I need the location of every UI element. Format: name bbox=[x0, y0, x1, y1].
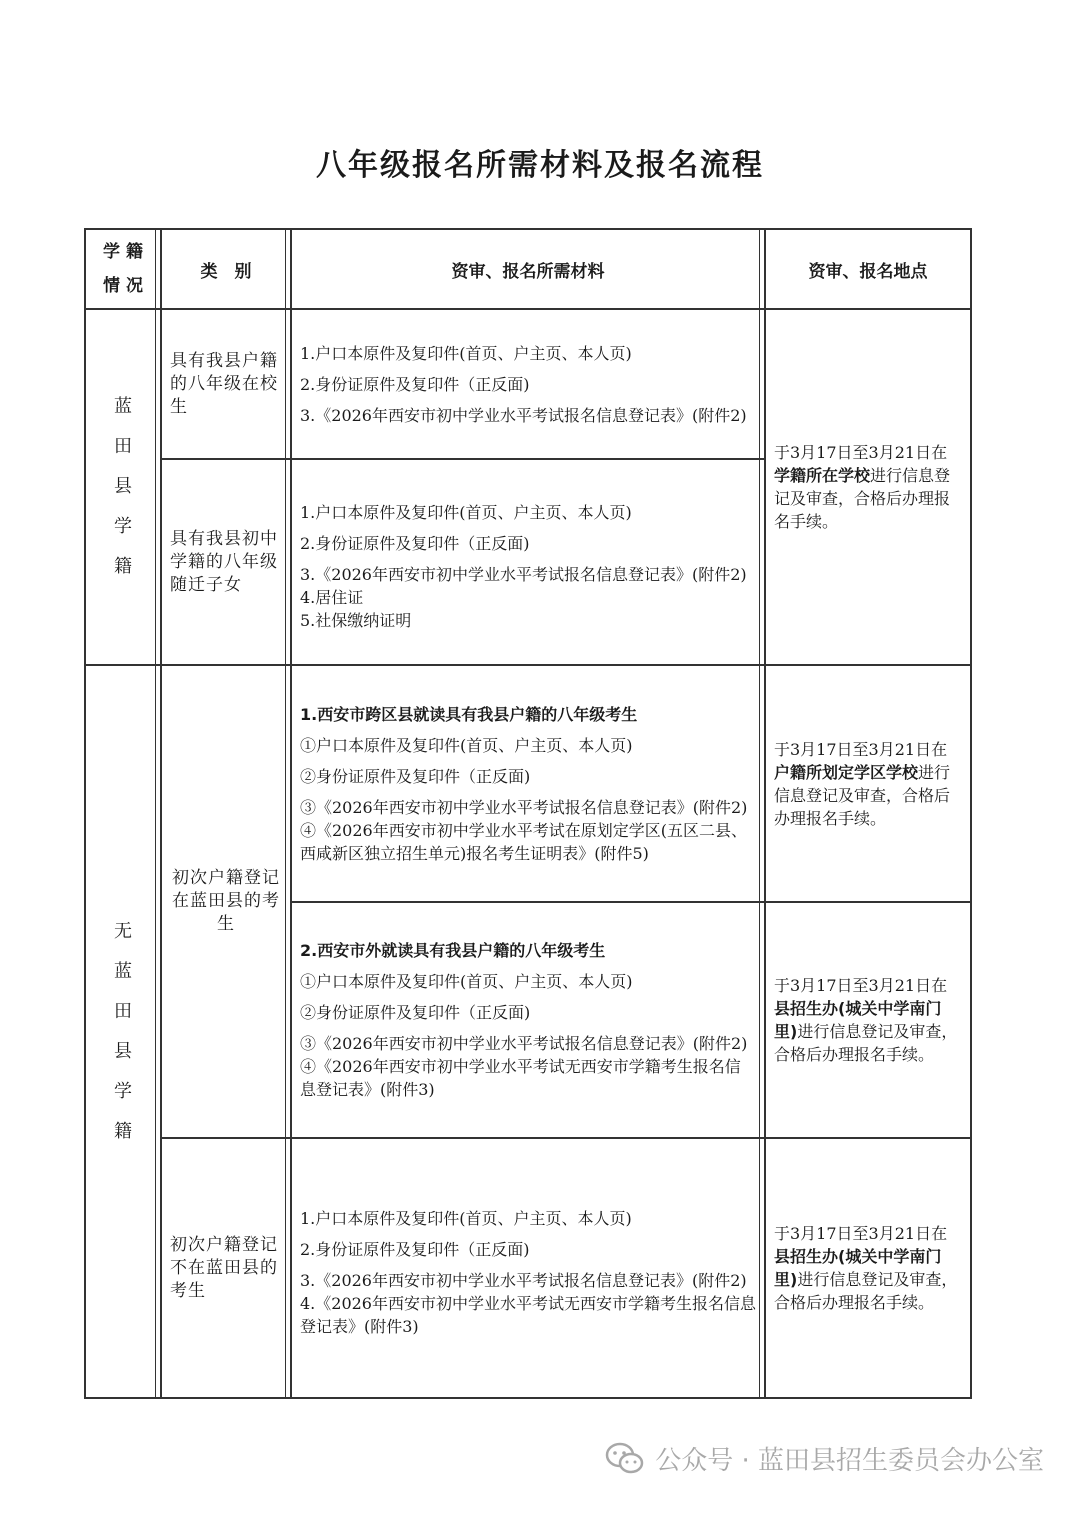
materials-cell bbox=[291, 1138, 765, 1398]
material-item: ④《2026年西安市初中学业水平考试在原划定学区(五区二县、西咸新区独立招生单元)报名考生证明表》(附件5) bbox=[300, 820, 747, 863]
table-header-row bbox=[85, 229, 971, 309]
materials-cell bbox=[291, 665, 765, 902]
header-status: 学 籍 情 况 bbox=[85, 229, 161, 309]
category-cell: 具有我县户籍的八年级在校生 bbox=[161, 309, 291, 459]
material-item: 1.户口本原件及复印件(首页、户主页、本人页) bbox=[300, 343, 632, 363]
material-item: ②身份证原件及复印件（正反面) bbox=[300, 1003, 531, 1022]
material-item: ①户口本原件及复印件(首页、户主页、本人页) bbox=[300, 735, 633, 755]
material-item: 1.户口本原件及复印件(首页、户主页、本人页) bbox=[300, 502, 632, 522]
material-heading: 1.西安市跨区县就读具有我县户籍的八年级考生 bbox=[300, 704, 638, 724]
materials-cell bbox=[291, 459, 765, 665]
header-materials: 资审、报名所需材料 bbox=[291, 229, 765, 309]
material-item: 4.居住证 bbox=[300, 587, 364, 607]
location-cell: 于3月17日至3月21日在学籍所在学校进行信息登记及审查，合格后办理报名手续。 bbox=[765, 309, 971, 665]
material-item: ①户口本原件及复印件(首页、户主页、本人页) bbox=[300, 972, 633, 991]
wechat-watermark bbox=[605, 1440, 1044, 1477]
category-cell: 初次户籍登记在蓝田县的考生 bbox=[161, 665, 291, 1138]
materials-cell bbox=[291, 309, 765, 459]
watermark-text: 公众号 · 蓝田县招生委员会办公室 bbox=[655, 1446, 1044, 1476]
table-row bbox=[85, 309, 971, 459]
category-cell: 初次户籍登记不在蓝田县的考生 bbox=[161, 1138, 291, 1398]
location-cell: 于3月17日至3月21日在户籍所划定学区学校进行信息登记及审查，合格后办理报名手续。 bbox=[765, 665, 971, 902]
table-row bbox=[85, 1138, 971, 1398]
material-item: ④《2026年西安市初中学业水平考试无西安市学籍考生报名信息登记表》(附件3) bbox=[300, 1057, 741, 1099]
materials-cell bbox=[291, 902, 765, 1138]
material-item: 5.社保缴纳证明 bbox=[300, 610, 412, 630]
header-category: 类 别 bbox=[161, 229, 291, 309]
wechat-icon bbox=[605, 1442, 645, 1476]
page-title: 八年级报名所需材料及报名流程 bbox=[316, 148, 764, 183]
location-cell: 于3月17日至3月21日在县招生办(城关中学南门里)进行信息登记及审查，合格后办理报名手续。 bbox=[765, 902, 971, 1138]
material-item: ③《2026年西安市初中学业水平考试报名信息登记表》(附件2) bbox=[300, 1034, 748, 1053]
status-cell-local: 蓝 田 县 学 籍 bbox=[85, 309, 161, 665]
header-location: 资审、报名地点 bbox=[765, 229, 971, 309]
material-item: 2.身份证原件及复印件（正反面) bbox=[300, 533, 530, 553]
material-item: 3.《2026年西安市初中学业水平考试报名信息登记表》(附件2) bbox=[300, 405, 747, 425]
material-item: 3.《2026年西安市初中学业水平考试报名信息登记表》(附件2) bbox=[300, 1270, 747, 1290]
status-cell-nonlocal: 无 蓝 田 县 学 籍 bbox=[85, 665, 161, 1398]
material-item: 2.身份证原件及复印件（正反面) bbox=[300, 1239, 530, 1259]
material-item: ③《2026年西安市初中学业水平考试报名信息登记表》(附件2) bbox=[300, 797, 748, 817]
registration-table bbox=[84, 228, 972, 1399]
material-item: ②身份证原件及复印件（正反面) bbox=[300, 766, 531, 786]
category-cell: 具有我县初中学籍的八年级随迁子女 bbox=[161, 459, 291, 665]
location-cell: 于3月17日至3月21日在县招生办(城关中学南门里)进行信息登记及审查，合格后办理报名手续。 bbox=[765, 1138, 971, 1398]
material-item: 3.《2026年西安市初中学业水平考试报名信息登记表》(附件2) bbox=[300, 564, 747, 584]
table-row bbox=[85, 665, 971, 902]
material-item: 4.《2026年西安市初中学业水平考试无西安市学籍考生报名信息登记表》(附件3) bbox=[300, 1293, 756, 1336]
material-item: 2.身份证原件及复印件（正反面) bbox=[300, 374, 530, 394]
material-item: 1.户口本原件及复印件(首页、户主页、本人页) bbox=[300, 1208, 632, 1228]
material-heading: 2.西安市外就读具有我县户籍的八年级考生 bbox=[300, 941, 606, 960]
